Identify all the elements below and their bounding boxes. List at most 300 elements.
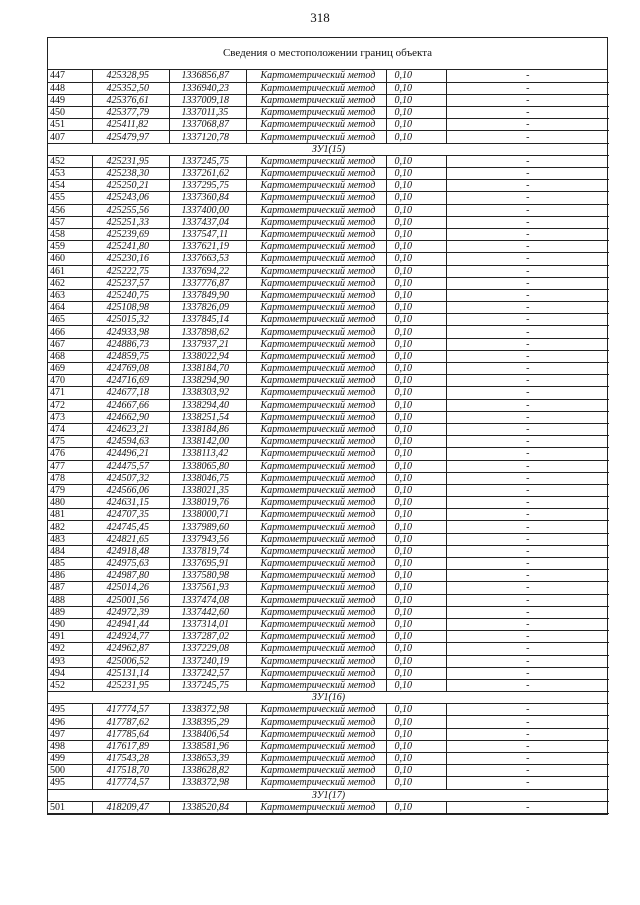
point-number: 485 <box>48 558 92 570</box>
accuracy: 0,10 <box>386 594 446 606</box>
coord-y: 1337360,84 <box>169 192 246 204</box>
point-number: 496 <box>48 716 92 728</box>
description: - <box>446 375 609 387</box>
method: Картометрический метод <box>246 350 386 362</box>
coord-y: 1337663,53 <box>169 253 246 265</box>
accuracy: 0,10 <box>386 289 446 301</box>
coord-y: 1338251,54 <box>169 411 246 423</box>
method: Картометрический метод <box>246 679 386 691</box>
coord-x: 424623,21 <box>92 423 169 435</box>
table-row <box>48 314 609 326</box>
section-label: ЗУ1(15) <box>48 143 609 155</box>
accuracy: 0,10 <box>386 204 446 216</box>
description: - <box>446 472 609 484</box>
description: - <box>446 399 609 411</box>
point-number: 472 <box>48 399 92 411</box>
method: Картометрический метод <box>246 338 386 350</box>
point-number: 480 <box>48 497 92 509</box>
table-row <box>48 777 609 789</box>
coord-y: 1337826,09 <box>169 302 246 314</box>
table-row <box>48 204 609 216</box>
coord-x: 424769,08 <box>92 363 169 375</box>
coord-y: 1337245,75 <box>169 155 246 167</box>
description: - <box>446 777 609 789</box>
table-row <box>48 667 609 679</box>
section-label: ЗУ1(17) <box>48 789 609 801</box>
accuracy: 0,10 <box>386 484 446 496</box>
accuracy: 0,10 <box>386 801 446 813</box>
point-number: 479 <box>48 484 92 496</box>
point-number: 483 <box>48 533 92 545</box>
accuracy: 0,10 <box>386 497 446 509</box>
point-number: 489 <box>48 606 92 618</box>
point-number: 459 <box>48 241 92 253</box>
accuracy: 0,10 <box>386 509 446 521</box>
description: - <box>446 338 609 350</box>
description: - <box>446 350 609 362</box>
point-number: 463 <box>48 289 92 301</box>
section-row <box>48 143 609 155</box>
coord-x: 424496,21 <box>92 448 169 460</box>
table-row <box>48 253 609 265</box>
description: - <box>446 387 609 399</box>
accuracy: 0,10 <box>386 411 446 423</box>
accuracy: 0,10 <box>386 618 446 630</box>
table-row <box>48 509 609 521</box>
coord-y: 1337849,90 <box>169 289 246 301</box>
coord-x: 425015,32 <box>92 314 169 326</box>
accuracy: 0,10 <box>386 753 446 765</box>
point-number: 478 <box>48 472 92 484</box>
point-number: 450 <box>48 107 92 119</box>
table-row <box>48 545 609 557</box>
method: Картометрический метод <box>246 302 386 314</box>
coord-x: 425230,16 <box>92 253 169 265</box>
point-number: 469 <box>48 363 92 375</box>
description: - <box>446 277 609 289</box>
point-number: 473 <box>48 411 92 423</box>
coord-y: 1337287,02 <box>169 631 246 643</box>
coord-x: 417785,64 <box>92 728 169 740</box>
method: Картометрический метод <box>246 131 386 143</box>
accuracy: 0,10 <box>386 326 446 338</box>
coord-x: 425231,95 <box>92 155 169 167</box>
table-row <box>48 484 609 496</box>
accuracy: 0,10 <box>386 679 446 691</box>
point-number: 481 <box>48 509 92 521</box>
table-row <box>48 765 609 777</box>
accuracy: 0,10 <box>386 363 446 375</box>
point-number: 448 <box>48 82 92 94</box>
coord-x: 424933,98 <box>92 326 169 338</box>
coord-x: 424924,77 <box>92 631 169 643</box>
point-number: 460 <box>48 253 92 265</box>
method: Картометрический метод <box>246 509 386 521</box>
accuracy: 0,10 <box>386 436 446 448</box>
section-row <box>48 692 609 704</box>
method: Картометрический метод <box>246 448 386 460</box>
coord-x: 417617,89 <box>92 740 169 752</box>
description: - <box>446 326 609 338</box>
point-number: 466 <box>48 326 92 338</box>
coord-y: 1337547,11 <box>169 228 246 240</box>
table-row <box>48 643 609 655</box>
description: - <box>446 545 609 557</box>
point-number: 484 <box>48 545 92 557</box>
table-row <box>48 655 609 667</box>
description: - <box>446 667 609 679</box>
coord-x: 424594,63 <box>92 436 169 448</box>
coord-y: 1338184,70 <box>169 363 246 375</box>
method: Картометрический метод <box>246 728 386 740</box>
point-number: 495 <box>48 704 92 716</box>
coord-y: 1338022,94 <box>169 350 246 362</box>
description: - <box>446 594 609 606</box>
table-row <box>48 533 609 545</box>
table-row <box>48 277 609 289</box>
point-number: 452 <box>48 155 92 167</box>
point-number: 488 <box>48 594 92 606</box>
point-number: 495 <box>48 777 92 789</box>
coord-y: 1337442,60 <box>169 606 246 618</box>
description: - <box>446 436 609 448</box>
coord-y: 1336940,23 <box>169 82 246 94</box>
table-row <box>48 107 609 119</box>
coord-y: 1337819,74 <box>169 545 246 557</box>
description: - <box>446 753 609 765</box>
accuracy: 0,10 <box>386 399 446 411</box>
coord-x: 425237,57 <box>92 277 169 289</box>
method: Картометрический метод <box>246 631 386 643</box>
method: Картометрический метод <box>246 716 386 728</box>
coord-y: 1337011,35 <box>169 107 246 119</box>
table-row <box>48 704 609 716</box>
accuracy: 0,10 <box>386 704 446 716</box>
table-row <box>48 728 609 740</box>
coord-x: 424631,15 <box>92 497 169 509</box>
point-number: 453 <box>48 168 92 180</box>
method: Картометрический метод <box>246 740 386 752</box>
accuracy: 0,10 <box>386 570 446 582</box>
description: - <box>446 131 609 143</box>
table-row <box>48 399 609 411</box>
point-number: 455 <box>48 192 92 204</box>
method: Картометрический метод <box>246 436 386 448</box>
description: - <box>446 631 609 643</box>
method: Картометрический метод <box>246 472 386 484</box>
coord-x: 417774,57 <box>92 777 169 789</box>
coord-y: 1336856,87 <box>169 70 246 82</box>
description: - <box>446 192 609 204</box>
method: Картометрический метод <box>246 107 386 119</box>
table-row <box>48 472 609 484</box>
coord-y: 1337989,60 <box>169 521 246 533</box>
table-row <box>48 241 609 253</box>
description: - <box>446 241 609 253</box>
table-row <box>48 570 609 582</box>
point-number: 494 <box>48 667 92 679</box>
method: Картометрический метод <box>246 180 386 192</box>
coord-x: 424962,87 <box>92 643 169 655</box>
description: - <box>446 484 609 496</box>
table-row <box>48 326 609 338</box>
coord-x: 417787,62 <box>92 716 169 728</box>
point-number: 451 <box>48 119 92 131</box>
page-number: 318 <box>310 10 330 25</box>
coord-x: 424662,90 <box>92 411 169 423</box>
sheet-title: Сведения о местоположении границ объекта <box>48 38 607 70</box>
method: Картометрический метод <box>246 411 386 423</box>
method: Картометрический метод <box>246 667 386 679</box>
point-number: 487 <box>48 582 92 594</box>
coord-y: 1337437,04 <box>169 216 246 228</box>
accuracy: 0,10 <box>386 119 446 131</box>
point-number: 476 <box>48 448 92 460</box>
coord-x: 424886,73 <box>92 338 169 350</box>
coord-y: 1337474,08 <box>169 594 246 606</box>
table-row <box>48 606 609 618</box>
accuracy: 0,10 <box>386 155 446 167</box>
accuracy: 0,10 <box>386 192 446 204</box>
coord-x: 425238,30 <box>92 168 169 180</box>
coord-y: 1337580,98 <box>169 570 246 582</box>
description: - <box>446 314 609 326</box>
table-row <box>48 338 609 350</box>
method: Картометрический метод <box>246 387 386 399</box>
description: - <box>446 289 609 301</box>
table-row <box>48 594 609 606</box>
accuracy: 0,10 <box>386 350 446 362</box>
accuracy: 0,10 <box>386 107 446 119</box>
method: Картометрический метод <box>246 801 386 813</box>
point-number: 471 <box>48 387 92 399</box>
method: Картометрический метод <box>246 277 386 289</box>
accuracy: 0,10 <box>386 765 446 777</box>
description: - <box>446 216 609 228</box>
description: - <box>446 801 609 813</box>
table-row <box>48 375 609 387</box>
table-row <box>48 423 609 435</box>
coordinates-sheet <box>47 37 608 815</box>
description: - <box>446 363 609 375</box>
point-number: 498 <box>48 740 92 752</box>
table-row <box>48 387 609 399</box>
coord-y: 1338653,39 <box>169 753 246 765</box>
accuracy: 0,10 <box>386 655 446 667</box>
coord-x: 425240,75 <box>92 289 169 301</box>
description: - <box>446 228 609 240</box>
coord-y: 1338184,86 <box>169 423 246 435</box>
coord-x: 425479,97 <box>92 131 169 143</box>
coordinates-table <box>48 70 609 814</box>
coord-y: 1337314,01 <box>169 618 246 630</box>
coord-x: 424972,39 <box>92 606 169 618</box>
method: Картометрический метод <box>246 289 386 301</box>
method: Картометрический метод <box>246 314 386 326</box>
coord-y: 1337621,19 <box>169 241 246 253</box>
table-row <box>48 302 609 314</box>
description: - <box>446 643 609 655</box>
coord-x: 425241,80 <box>92 241 169 253</box>
table-body <box>48 70 609 813</box>
accuracy: 0,10 <box>386 241 446 253</box>
description: - <box>446 497 609 509</box>
coord-y: 1337068,87 <box>169 119 246 131</box>
coord-y: 1338520,84 <box>169 801 246 813</box>
point-number: 449 <box>48 94 92 106</box>
method: Картометрический метод <box>246 618 386 630</box>
coord-y: 1338021,35 <box>169 484 246 496</box>
method: Картометрический метод <box>246 533 386 545</box>
accuracy: 0,10 <box>386 716 446 728</box>
coord-y: 1337845,14 <box>169 314 246 326</box>
coord-y: 1338581,96 <box>169 740 246 752</box>
point-number: 486 <box>48 570 92 582</box>
table-row <box>48 216 609 228</box>
description: - <box>446 570 609 582</box>
point-number: 493 <box>48 655 92 667</box>
accuracy: 0,10 <box>386 558 446 570</box>
accuracy: 0,10 <box>386 777 446 789</box>
table-row <box>48 289 609 301</box>
table-row <box>48 497 609 509</box>
point-number: 462 <box>48 277 92 289</box>
coord-x: 425328,95 <box>92 70 169 82</box>
accuracy: 0,10 <box>386 448 446 460</box>
method: Картометрический метод <box>246 558 386 570</box>
accuracy: 0,10 <box>386 94 446 106</box>
point-number: 491 <box>48 631 92 643</box>
accuracy: 0,10 <box>386 216 446 228</box>
coord-x: 418209,47 <box>92 801 169 813</box>
point-number: 470 <box>48 375 92 387</box>
description: - <box>446 423 609 435</box>
table-row <box>48 436 609 448</box>
coord-x: 424566,06 <box>92 484 169 496</box>
coord-y: 1338294,90 <box>169 375 246 387</box>
coord-y: 1337898,62 <box>169 326 246 338</box>
description: - <box>446 253 609 265</box>
accuracy: 0,10 <box>386 375 446 387</box>
coord-y: 1337943,56 <box>169 533 246 545</box>
table-row <box>48 180 609 192</box>
coord-x: 425222,75 <box>92 265 169 277</box>
coord-y: 1338406,54 <box>169 728 246 740</box>
coord-x: 425108,98 <box>92 302 169 314</box>
coord-x: 425014,26 <box>92 582 169 594</box>
table-row <box>48 801 609 813</box>
accuracy: 0,10 <box>386 582 446 594</box>
coord-x: 424707,35 <box>92 509 169 521</box>
coord-x: 424918,48 <box>92 545 169 557</box>
method: Картометрический метод <box>246 119 386 131</box>
accuracy: 0,10 <box>386 631 446 643</box>
table-row <box>48 679 609 691</box>
table-row <box>48 448 609 460</box>
description: - <box>446 460 609 472</box>
point-number: 501 <box>48 801 92 813</box>
method: Картометрический метод <box>246 265 386 277</box>
description: - <box>446 533 609 545</box>
coord-x: 417518,70 <box>92 765 169 777</box>
method: Картометрический метод <box>246 253 386 265</box>
method: Картометрический метод <box>246 570 386 582</box>
table-row <box>48 740 609 752</box>
description: - <box>446 119 609 131</box>
coord-x: 425250,21 <box>92 180 169 192</box>
coord-x: 424667,66 <box>92 399 169 411</box>
coord-y: 1337120,78 <box>169 131 246 143</box>
coord-y: 1338046,75 <box>169 472 246 484</box>
description: - <box>446 618 609 630</box>
description: - <box>446 655 609 667</box>
accuracy: 0,10 <box>386 521 446 533</box>
accuracy: 0,10 <box>386 740 446 752</box>
method: Картометрический метод <box>246 582 386 594</box>
method: Картометрический метод <box>246 192 386 204</box>
method: Картометрический метод <box>246 497 386 509</box>
table-row <box>48 70 609 82</box>
method: Картометрический метод <box>246 399 386 411</box>
point-number: 447 <box>48 70 92 82</box>
coord-x: 425376,61 <box>92 94 169 106</box>
accuracy: 0,10 <box>386 228 446 240</box>
coord-y: 1337261,62 <box>169 168 246 180</box>
method: Картометрический метод <box>246 363 386 375</box>
point-number: 464 <box>48 302 92 314</box>
description: - <box>446 82 609 94</box>
point-number: 465 <box>48 314 92 326</box>
coord-x: 425131,14 <box>92 667 169 679</box>
coord-x: 425251,33 <box>92 216 169 228</box>
accuracy: 0,10 <box>386 277 446 289</box>
table-row <box>48 168 609 180</box>
method: Картометрический метод <box>246 704 386 716</box>
coord-x: 425411,82 <box>92 119 169 131</box>
point-number: 407 <box>48 131 92 143</box>
accuracy: 0,10 <box>386 728 446 740</box>
coord-x: 425231,95 <box>92 679 169 691</box>
description: - <box>446 265 609 277</box>
method: Картометрический метод <box>246 765 386 777</box>
table-row <box>48 558 609 570</box>
point-number: 500 <box>48 765 92 777</box>
accuracy: 0,10 <box>386 643 446 655</box>
description: - <box>446 155 609 167</box>
accuracy: 0,10 <box>386 472 446 484</box>
point-number: 475 <box>48 436 92 448</box>
coord-y: 1338294,40 <box>169 399 246 411</box>
coord-x: 417774,57 <box>92 704 169 716</box>
description: - <box>446 204 609 216</box>
method: Картометрический метод <box>246 155 386 167</box>
description: - <box>446 679 609 691</box>
accuracy: 0,10 <box>386 82 446 94</box>
description: - <box>446 606 609 618</box>
table-row <box>48 119 609 131</box>
table-row <box>48 82 609 94</box>
coord-y: 1337400,00 <box>169 204 246 216</box>
coord-x: 424716,69 <box>92 375 169 387</box>
description: - <box>446 765 609 777</box>
accuracy: 0,10 <box>386 265 446 277</box>
description: - <box>446 168 609 180</box>
description: - <box>446 728 609 740</box>
description: - <box>446 509 609 521</box>
coord-x: 424677,18 <box>92 387 169 399</box>
accuracy: 0,10 <box>386 667 446 679</box>
description: - <box>446 302 609 314</box>
